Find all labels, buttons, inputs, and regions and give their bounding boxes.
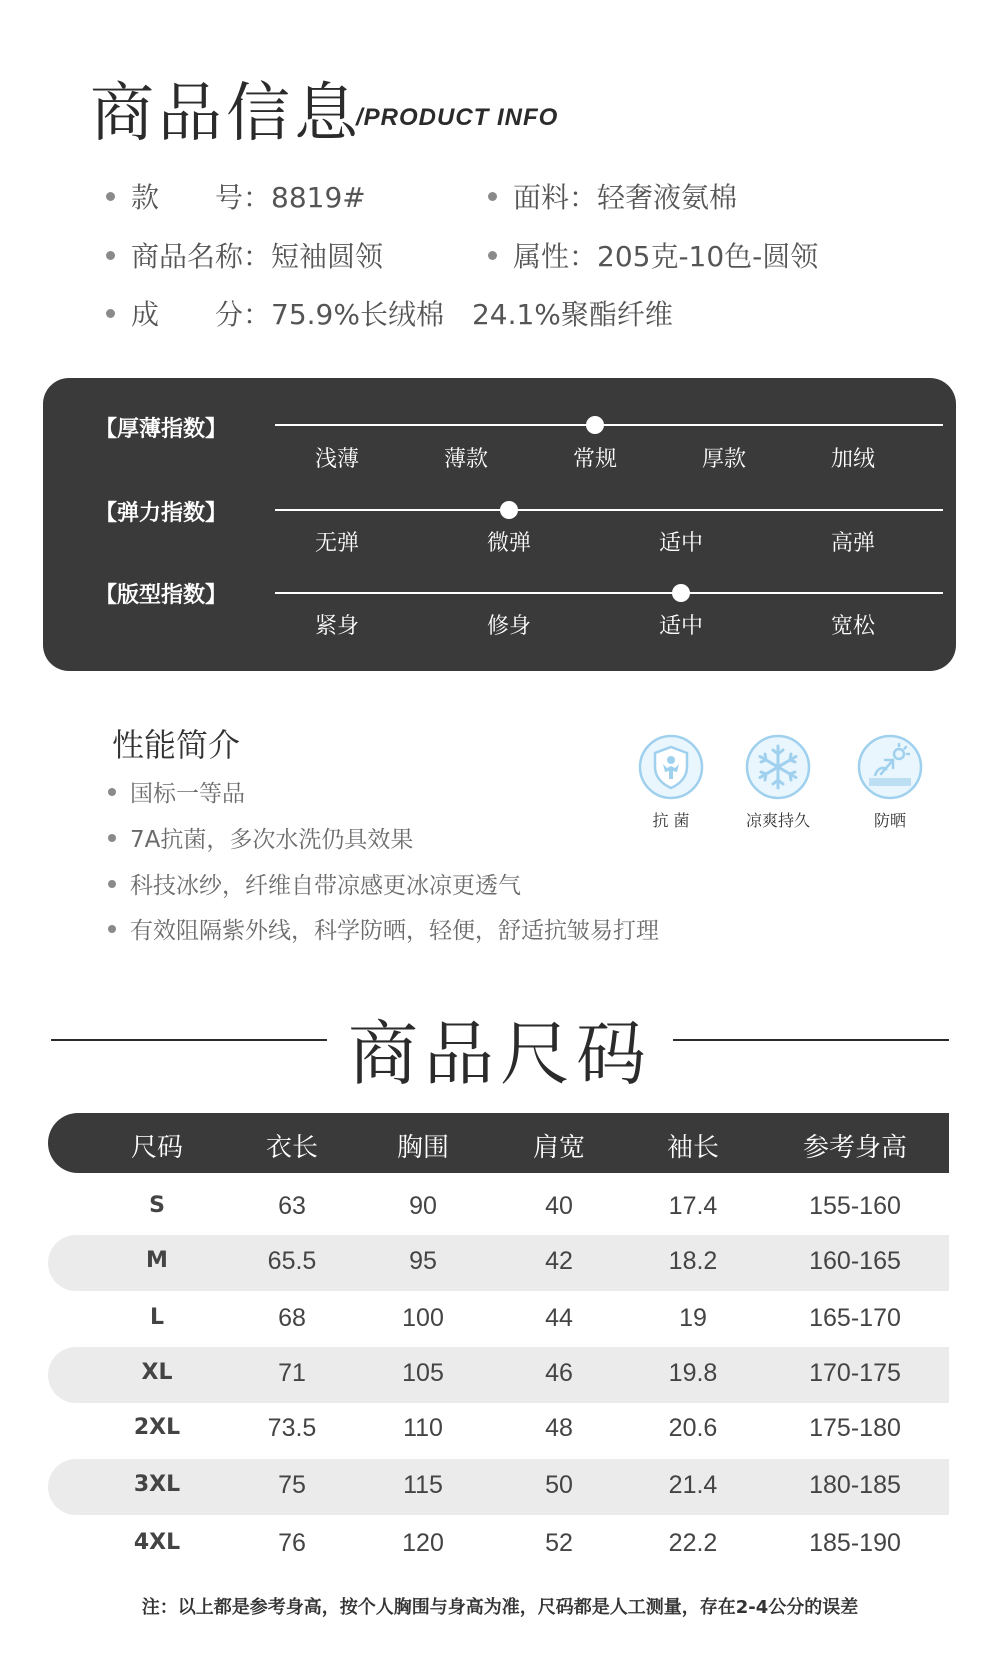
- page-title: 商品信息: [90, 77, 362, 151]
- table-row: [48, 1347, 949, 1403]
- table-cell: 42: [545, 1247, 573, 1275]
- index-panel: [43, 378, 956, 671]
- index-marker-thickness: [586, 416, 604, 434]
- table-cell: L: [149, 1305, 165, 1330]
- table-cell: 71: [278, 1359, 306, 1387]
- index-option: 修身: [486, 614, 532, 639]
- size-table-header: [48, 1113, 949, 1173]
- badge-label: 抗 菌: [652, 811, 690, 830]
- table-cell: 76: [278, 1529, 306, 1557]
- table-cell: 185-190: [809, 1529, 901, 1557]
- snowflake-icon: [745, 734, 811, 800]
- index-option: 紧身: [314, 614, 360, 639]
- table-cell: 46: [545, 1359, 573, 1387]
- bullet-icon: [106, 251, 115, 260]
- index-option: 适中: [658, 531, 704, 556]
- index-label-elasticity: 【弹力指数】: [95, 501, 228, 526]
- badge-label: 防晒: [873, 811, 907, 830]
- table-cell: 90: [409, 1192, 437, 1220]
- bullet-icon: [106, 192, 115, 201]
- table-cell: 63: [278, 1192, 306, 1220]
- table-cell: 18.2: [668, 1247, 718, 1275]
- info-style-no: 款 号：8819#: [106, 176, 366, 216]
- table-cell: 100: [402, 1304, 444, 1332]
- index-option: 适中: [658, 614, 704, 639]
- table-cell: 50: [545, 1471, 573, 1499]
- index-marker-fit: [672, 584, 690, 602]
- table-cell: M: [146, 1248, 168, 1273]
- size-note: 注：以上都是参考身高，按个人胸围与身高为准，尺码都是人工测量，存在2-4公分的误差: [141, 1597, 859, 1618]
- column-header: 衣长: [265, 1133, 319, 1163]
- bullet-icon: [108, 834, 116, 842]
- table-cell: 110: [403, 1414, 443, 1442]
- table-cell: 22.2: [668, 1529, 718, 1557]
- info-composition: 成 分：75.9%长绒棉 24.1%聚酯纤维: [106, 293, 673, 333]
- table-cell: 105: [402, 1359, 444, 1387]
- index-option: 加绒: [830, 447, 876, 472]
- table-row: [48, 1180, 949, 1236]
- table-cell: 2XL: [133, 1415, 181, 1440]
- divider-right: [673, 1039, 949, 1041]
- bullet-icon: [488, 192, 497, 201]
- performance-item: 科技冰纱，纤维自带凉感更冰凉更透气: [108, 867, 521, 900]
- index-option: 微弹: [486, 531, 532, 556]
- size-title: 商品尺码: [348, 1013, 652, 1095]
- table-cell: 115: [403, 1471, 443, 1499]
- badge-label: 凉爽持久: [745, 811, 811, 830]
- table-cell: 19: [679, 1304, 707, 1332]
- page-subtitle: /PRODUCT INFO: [356, 104, 559, 131]
- performance-item: 有效阻隔紫外线，科学防晒，轻便，舒适抗皱易打理: [108, 912, 659, 945]
- index-option: 高弹: [830, 531, 876, 556]
- table-cell: 95: [409, 1247, 437, 1275]
- table-cell: 73.5: [267, 1414, 317, 1442]
- bullet-icon: [108, 925, 116, 933]
- index-label-fit: 【版型指数】: [95, 583, 228, 608]
- performance-title: 性能简介: [112, 726, 241, 764]
- index-option: 浅薄: [314, 447, 360, 472]
- bullet-icon: [488, 251, 497, 260]
- table-cell: S: [149, 1193, 165, 1218]
- shield-person-icon: [638, 734, 704, 800]
- table-cell: 170-175: [809, 1359, 901, 1387]
- index-option: 厚款: [701, 447, 747, 472]
- table-row: [48, 1235, 949, 1291]
- index-track-thickness: [275, 424, 943, 426]
- table-cell: 17.4: [668, 1192, 718, 1220]
- index-option: 薄款: [443, 447, 489, 472]
- sun-shade-icon: [857, 734, 923, 800]
- info-attribute: 属性：205克-10色-圆领: [488, 235, 818, 275]
- column-header: 参考身高: [802, 1133, 908, 1163]
- table-cell: 19.8: [668, 1359, 718, 1387]
- table-cell: 65.5: [267, 1247, 317, 1275]
- index-option: 宽松: [830, 614, 876, 639]
- index-option: 常规: [572, 447, 618, 472]
- bullet-icon: [106, 309, 115, 318]
- table-cell: 21.4: [668, 1471, 718, 1499]
- table-cell: 120: [402, 1529, 444, 1557]
- info-name: 商品名称：短袖圆领: [106, 235, 383, 275]
- table-row: [48, 1517, 949, 1573]
- table-cell: 20.6: [668, 1414, 718, 1442]
- table-cell: XL: [141, 1360, 173, 1385]
- table-cell: 155-160: [809, 1192, 901, 1220]
- column-header: 袖长: [666, 1133, 720, 1163]
- info-fabric: 面料：轻奢液氨棉: [488, 176, 737, 216]
- table-row: [48, 1459, 949, 1515]
- table-cell: 44: [545, 1304, 573, 1332]
- performance-item: 7A抗菌，多次水洗仍具效果: [108, 821, 413, 854]
- index-marker-elasticity: [500, 501, 518, 519]
- table-cell: 175-180: [809, 1414, 901, 1442]
- table-cell: 160-165: [809, 1247, 901, 1275]
- bullet-icon: [108, 880, 116, 888]
- table-cell: 40: [545, 1192, 573, 1220]
- index-option: 无弹: [314, 531, 360, 556]
- table-row: [48, 1402, 949, 1458]
- performance-item: 国标一等品: [108, 775, 245, 808]
- index-track-fit: [275, 592, 943, 594]
- index-label-thickness: 【厚薄指数】: [95, 417, 228, 442]
- table-cell: 68: [278, 1304, 306, 1332]
- table-cell: 4XL: [133, 1530, 181, 1555]
- column-header: 肩宽: [532, 1133, 586, 1163]
- bullet-icon: [108, 788, 116, 796]
- table-cell: 52: [545, 1529, 573, 1557]
- table-cell: 75: [278, 1471, 306, 1499]
- table-cell: 3XL: [133, 1472, 181, 1497]
- table-row: [48, 1292, 949, 1348]
- column-header: 尺码: [130, 1133, 184, 1163]
- index-track-elasticity: [275, 509, 943, 511]
- table-cell: 48: [545, 1414, 573, 1442]
- table-cell: 180-185: [809, 1471, 901, 1499]
- table-cell: 165-170: [809, 1304, 901, 1332]
- column-header: 胸围: [396, 1133, 450, 1163]
